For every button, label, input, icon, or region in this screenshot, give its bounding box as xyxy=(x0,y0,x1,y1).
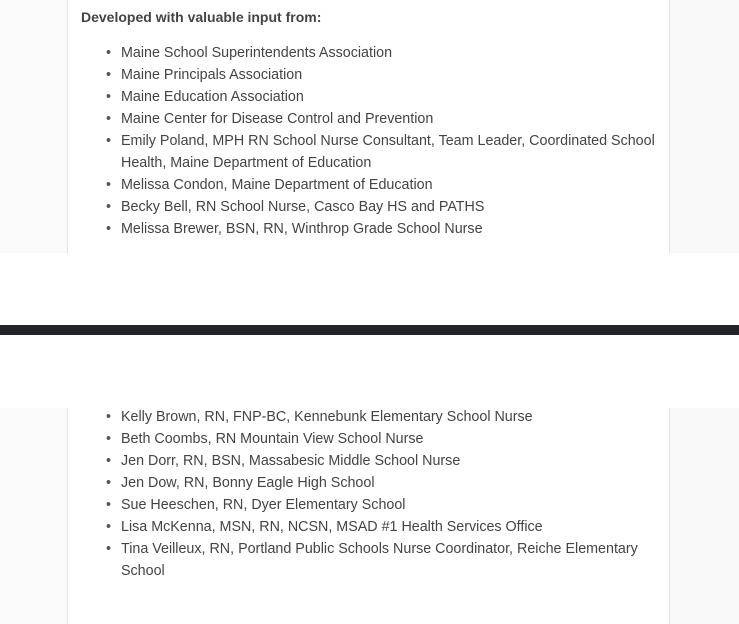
list-item: • Maine Center for Disease Control and Prevention xyxy=(121,108,661,130)
contributors-list-continued xyxy=(68,406,661,582)
list-item: • Beth Coombs, RN Mountain View School Nurse xyxy=(121,428,661,450)
content-card xyxy=(67,408,670,624)
list-item: • Becky Bell, RN School Nurse, Casco Bay HS and PATHS xyxy=(121,196,661,218)
list-item: • Emily Poland, MPH RN School Nurse Consultant, Team Leader, Coordinated School Health, Maine Department of Education xyxy=(121,130,661,174)
right-gutter xyxy=(669,0,739,253)
list-item: • Maine Principals Association xyxy=(121,64,661,86)
content-card xyxy=(67,0,670,253)
list-item: • Jen Dow, RN, Bonny Eagle High School xyxy=(121,472,661,494)
list-item: • Kelly Brown, RN, FNP-BC, Kennebunk Elementary School Nurse xyxy=(121,406,661,428)
left-gutter xyxy=(0,0,68,253)
list-item: • Sue Heeschen, RN, Dyer Elementary School xyxy=(121,494,661,516)
left-gutter xyxy=(0,408,68,624)
list-item: • Jen Dorr, RN, BSN, Massabesic Middle School Nurse xyxy=(121,450,661,472)
list-item: • Lisa McKenna, MSN, RN, NCSN, MSAD #1 Health Services Office xyxy=(121,516,661,538)
list-item: • Maine School Superintendents Association xyxy=(121,42,661,64)
right-gutter xyxy=(669,408,739,624)
bottom-screenshot-panel xyxy=(0,335,739,624)
list-item: • Melissa Condon, Maine Department of Education xyxy=(121,174,661,196)
divider-bar xyxy=(0,325,739,335)
list-item: • Tina Veilleux, RN, Portland Public Schools Nurse Coordinator, Reiche Elementary School xyxy=(121,538,661,582)
section-heading: Developed with valuable input from: xyxy=(81,9,322,25)
list-item: • Melissa Brewer, BSN, RN, Winthrop Grade School Nurse xyxy=(121,218,661,240)
list-item: • Maine Education Association xyxy=(121,86,661,108)
contributors-list xyxy=(68,42,661,240)
